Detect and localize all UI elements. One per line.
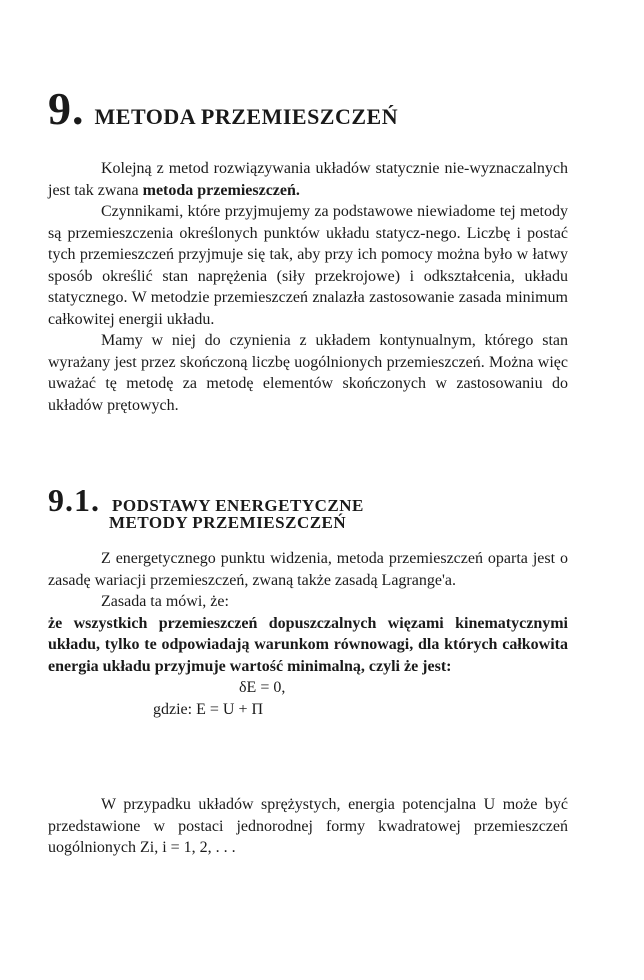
chapter-heading <box>48 82 608 135</box>
intro-text <box>48 158 568 416</box>
body-paragraph-1: Z energetycznego punktu widzenia, metoda przemieszczeń oparta jest o zasadę wariacji przemieszczeń, zwaną także zasadą Lagrange'a. <box>48 550 568 589</box>
chapter-title: METODA PRZEMIESZCZEŃ <box>94 104 399 129</box>
section-title-line-2: METODY PRZEMIESZCZEŃ <box>109 513 347 532</box>
lagrange-principle-statement: że wszystkich przemieszczeń dopuszczalnych więzami kinematycznymi układu, tylko te odpowiadają warunkom równowagi, dla których całkowita energia układu przyjmuje wartość minimalną, czyli że jest: <box>48 614 568 675</box>
equation-variation: δE = 0, <box>239 679 286 696</box>
method-name-emphasis: metoda przemieszczeń. <box>142 181 300 199</box>
section-body-continued <box>48 794 568 859</box>
body-paragraph-3: W przypadku układów sprężystych, energia potencjalna U może być przedstawione w postaci jednorodnej formy kwadratowej przemieszczeń uogólnionych Zi, i = 1, 2, . . . <box>48 796 568 856</box>
intro-paragraph-1 <box>48 158 568 201</box>
section-body <box>48 548 568 720</box>
intro-paragraph-1-text: Kolejną z metod rozwiązywania układów statycznie nie-wyznaczalnych jest tak zwana <box>48 160 568 199</box>
section-number: 9.1. <box>48 482 100 518</box>
equation-energy-definition: gdzie: E = U + Π <box>153 700 264 718</box>
intro-paragraph-2: Czynnikami, które przyjmujemy za podstawowe niewiadome tej metody są przemieszczenia określonych punktów układu statycz-nego. Liczbę i postać tych przemieszczeń przyjmuje się tak, aby przy ich pomocy można było w łatwy sposób określić stan naprężenia (siły przekrojowe) i odkształcenia, układu statycznego. W metodzie przemieszczeń znalazła zastosowanie zasada minimum całkowitej energii układu. <box>48 203 568 328</box>
chapter-number: 9. <box>48 83 85 134</box>
section-heading <box>48 482 608 533</box>
intro-paragraph-3: Mamy w niej do czynienia z układem kontynualnym, którego stan wyrażany jest przez skończoną liczbę uogólnionych przemieszczeń. Można więc uważać tę metodę za metodę elementów skończonych w zastosowaniu do układów prętowych. <box>48 332 568 414</box>
section-title-line-1: PODSTAWY ENERGETYCZNE <box>112 496 364 515</box>
body-paragraph-2: Zasada ta mówi, że: <box>101 593 229 610</box>
